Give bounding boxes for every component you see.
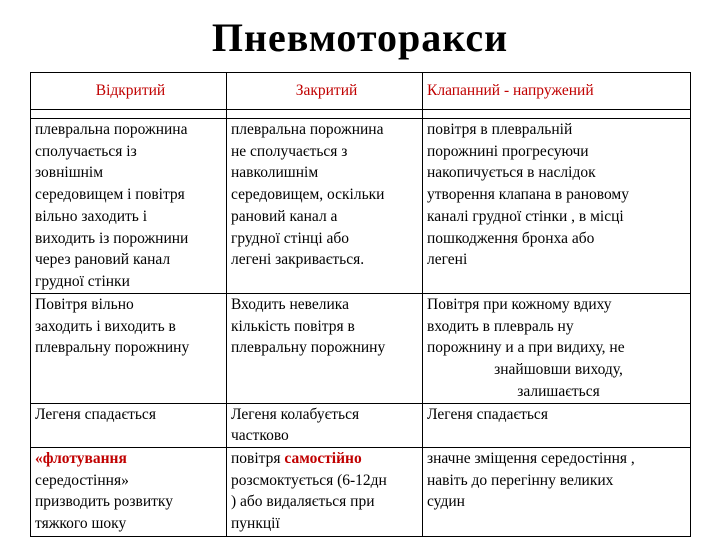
table-row: [31, 447, 691, 536]
text-line: плевральну порожнину: [231, 339, 386, 357]
text-line: Легеня спадається: [427, 405, 548, 423]
text-line: Входить невелика: [231, 296, 349, 313]
text-line: призводить розвитку: [35, 493, 173, 511]
cell-open-mechanism: [31, 119, 227, 294]
text-line: знайшовши виходу,: [494, 361, 623, 379]
text-line: входить в плевраль ну: [427, 317, 574, 335]
text-line: заходить і виходить в: [35, 317, 176, 335]
header-valve-tension: Клапанний - напружений: [423, 73, 691, 110]
text-line: ) або видаляється при: [231, 493, 375, 511]
header-closed: Закритий: [227, 73, 423, 110]
text-line: повітря в плевральній: [427, 121, 573, 138]
text-line: розсмоктується (6-12дн: [231, 471, 387, 489]
cell-closed-mechanism: [227, 119, 423, 294]
text-line: середостіння»: [35, 471, 129, 489]
cell-valve-lung: [423, 403, 691, 447]
text-line: через рановий канал: [35, 251, 171, 269]
cell-valve-mechanism: [423, 119, 691, 294]
cell-valve-consequence: [423, 447, 691, 536]
spacer-row: [31, 110, 691, 119]
text-line: пункції: [231, 515, 280, 533]
text-line: накопичується в наслідок: [427, 164, 596, 182]
text-line: пошкодження бронха або: [427, 229, 595, 247]
text-line: Повітря при кожному вдиху: [427, 296, 612, 313]
text-line: легені: [427, 251, 468, 269]
cell-closed-lung: [227, 403, 423, 447]
text-line: порожнині прогресуючи: [427, 142, 589, 160]
header-row: [31, 73, 691, 110]
text-line: залишається: [517, 382, 600, 400]
cell-open-lung: [31, 403, 227, 447]
pneumothorax-comparison-table: [30, 72, 691, 537]
text-fragment: повітря: [231, 449, 285, 467]
text-line: зовнішнім: [35, 164, 104, 182]
text-line: навколишнім: [231, 164, 319, 182]
text-line: виходить із порожнини: [35, 229, 189, 247]
text-line: тяжкого шоку: [35, 515, 127, 533]
highlight-text: самостійно: [284, 449, 362, 467]
cell-closed-consequence: [227, 447, 423, 536]
text-line: плевральна порожнина: [35, 121, 188, 138]
text-line: судин: [427, 493, 465, 511]
cell-open-consequence: [31, 447, 227, 536]
table-row: [31, 119, 691, 294]
text-line: плевральну порожнину: [35, 339, 190, 357]
text-line: частково: [231, 427, 289, 445]
text-line: вільно заходить і: [35, 207, 148, 225]
text-line: грудної стінці або: [231, 229, 350, 247]
text-line: сполучається із: [35, 142, 137, 160]
table-row: [31, 403, 691, 447]
text-line: середовищем і повітря: [35, 186, 185, 204]
text-line: не сполучається з: [231, 142, 348, 160]
text-line: середовищем, оскільки: [231, 186, 385, 204]
header-open: Відкритий: [31, 73, 227, 110]
text-line: плевральна порожнина: [231, 121, 384, 138]
cell-closed-air: [227, 294, 423, 404]
highlight-text: «флотування: [35, 449, 127, 467]
table-row: [31, 294, 691, 404]
text-line: [231, 448, 422, 470]
text-line: рановий канал а: [231, 207, 338, 225]
text-line: Легеня колабується: [231, 405, 360, 423]
page-title: Пневмоторакси: [211, 15, 509, 60]
text-line: легені закривається.: [231, 251, 365, 269]
cell-open-air: [31, 294, 227, 404]
text-line: значне зміщення середостіння ,: [427, 449, 635, 467]
text-line: Повітря вільно: [35, 296, 134, 313]
cell-valve-air: [423, 294, 691, 404]
text-line: грудної стінки: [35, 272, 130, 290]
text-line: каналі грудної стінки , в місці: [427, 207, 624, 225]
text-line: кількість повітря в: [231, 317, 355, 335]
text-line: Легеня спадається: [35, 405, 156, 423]
text-line: утворення клапана в рановому: [427, 186, 629, 204]
text-line: порожнину и а при видиху, не: [427, 339, 625, 357]
text-line: навіть до перегінну великих: [427, 471, 614, 489]
